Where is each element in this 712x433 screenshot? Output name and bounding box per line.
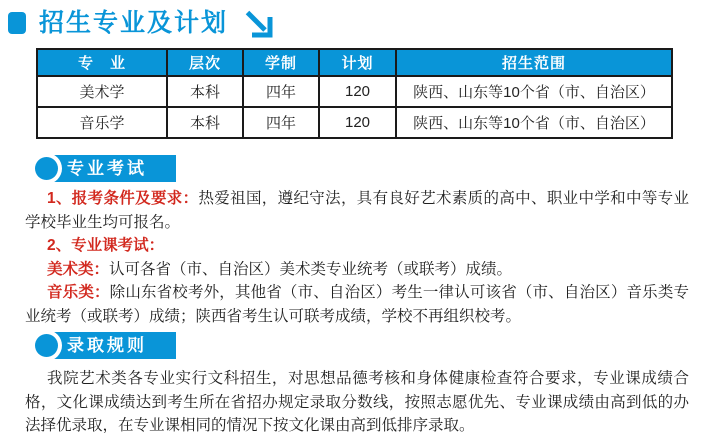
table-cell: 美术学 bbox=[37, 76, 167, 107]
header-duration: 学制 bbox=[243, 49, 319, 76]
paragraph bbox=[25, 367, 689, 433]
title-bullet-square bbox=[8, 12, 26, 34]
section-heading-admission bbox=[35, 332, 712, 359]
table-header-row bbox=[37, 49, 672, 76]
paragraph bbox=[25, 258, 689, 282]
paragraph-label: 音乐类： bbox=[47, 284, 110, 301]
badge-circle-icon bbox=[35, 334, 58, 357]
table-cell: 四年 bbox=[243, 107, 319, 138]
table-cell: 本科 bbox=[167, 76, 243, 107]
header-plan: 计划 bbox=[319, 49, 396, 76]
section-exam-body bbox=[25, 187, 689, 328]
table-cell: 本科 bbox=[167, 107, 243, 138]
paragraph-text: 我院艺术类各专业实行文科招生，对思想品德考核和身体健康检查符合要求，专业课成绩合格，文化课成绩达到考生所在省招办规定录取分数线，按照志愿优先、专业课成绩由高到低的办法择优录取，在专业课相同的情况下按文化课由高到低排序录取。 bbox=[25, 370, 689, 433]
header-level: 层次 bbox=[167, 49, 243, 76]
badge-circle-icon bbox=[35, 157, 58, 180]
table-row bbox=[37, 76, 672, 107]
paragraph-text: 除山东省校考外，其他省（市、自治区）考生一律认可该省（市、自治区）音乐类专业统考（或联考）成绩；陕西省考生认可联考成绩，学校不再组织校考。 bbox=[25, 284, 689, 325]
page-title: 招生专业及计划 bbox=[39, 9, 229, 37]
section-admission-body bbox=[25, 367, 689, 433]
table-cell: 四年 bbox=[243, 76, 319, 107]
paragraph bbox=[25, 234, 689, 258]
enrollment-plan-table bbox=[36, 48, 673, 139]
section-heading-label: 录取规则 bbox=[46, 332, 176, 359]
paragraph-label: 1、报考条件及要求： bbox=[47, 190, 199, 207]
table-row bbox=[37, 107, 672, 138]
paragraph-text: 认可各省（市、自治区）美术类专业统考（或联考）成绩。 bbox=[109, 260, 513, 278]
section-heading-exam bbox=[35, 155, 712, 182]
paragraph-label: 2、专业课考试： bbox=[47, 237, 165, 254]
table-cell: 音乐学 bbox=[37, 107, 167, 138]
paragraph bbox=[25, 281, 689, 328]
corner-arrow-down-right-icon bbox=[244, 9, 275, 39]
header-major: 专 业 bbox=[37, 49, 167, 76]
table-cell: 120 bbox=[319, 107, 396, 138]
paragraph bbox=[25, 187, 689, 234]
paragraph-label: 美术类： bbox=[47, 260, 110, 278]
title-row bbox=[0, 0, 712, 39]
table-cell: 陕西、山东等10个省（市、自治区） bbox=[396, 76, 672, 107]
table-cell: 120 bbox=[319, 76, 396, 107]
header-scope: 招生范围 bbox=[396, 49, 672, 76]
section-heading-label: 专业考试 bbox=[46, 155, 176, 182]
paragraph-text: 热爱祖国，遵纪守法，具有良好艺术素质的高中、职业中学和中等专业学校毕业生均可报名。 bbox=[25, 190, 689, 231]
table-cell: 陕西、山东等10个省（市、自治区） bbox=[396, 107, 672, 138]
